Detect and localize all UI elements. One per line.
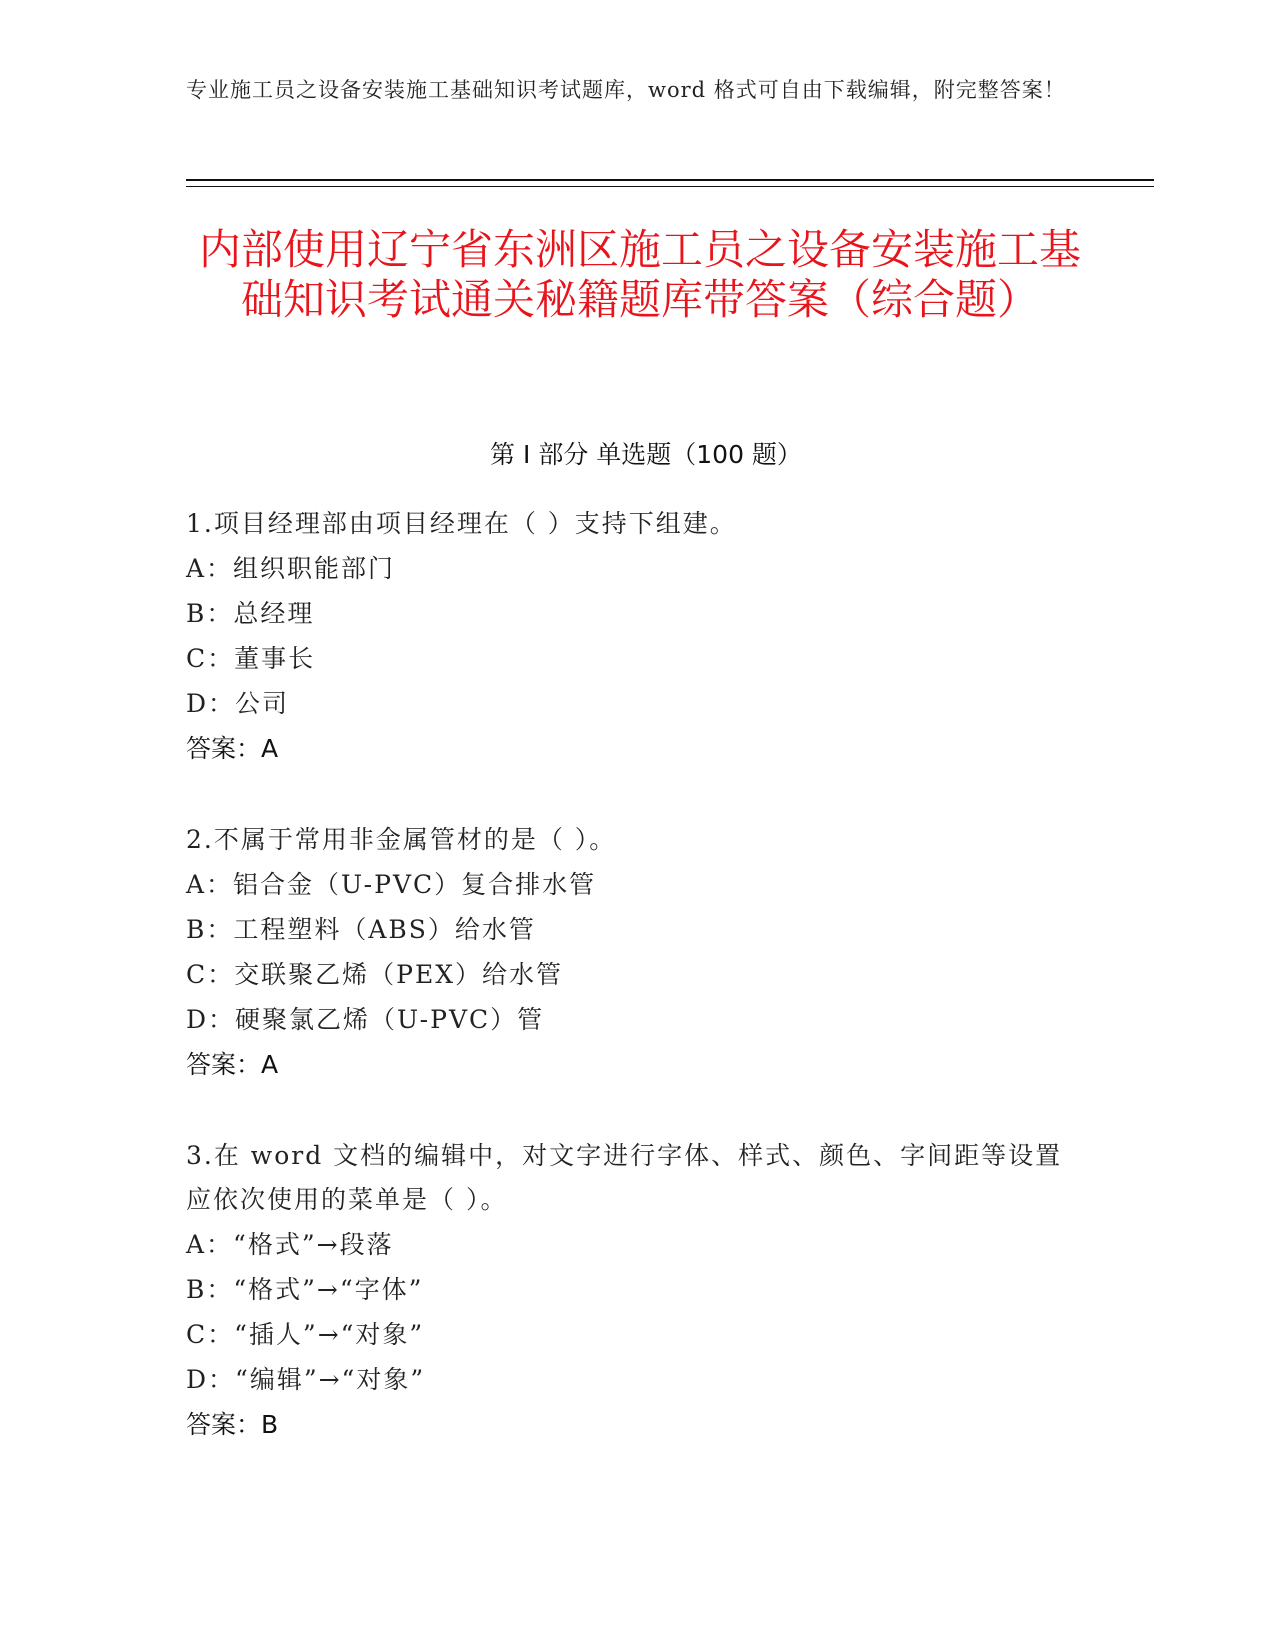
question-stem: 3.在 word 文档的编辑中，对文字进行字体、样式、颜色、字间距等设置应依次使用的菜单是（ ）。 [186, 1141, 1063, 1214]
question-answer: 答案：A [186, 734, 279, 763]
question-stem: 2.不属于常用非金属管材的是（ ）。 [186, 825, 617, 854]
question-stem: 1.项目经理部由项目经理在（ ）支持下组建。 [186, 509, 737, 538]
question-option-d: D：“编辑”→“对象” [186, 1365, 426, 1394]
header-divider-thin [186, 186, 1154, 187]
header-note: 专业施工员之设备安装施工基础知识考试题库，word 格式可自由下载编辑，附完整答案！ [186, 78, 1066, 102]
question-2 [186, 818, 1086, 1087]
question-option-c: C：交联聚乙烯（PEX）给水管 [186, 960, 563, 989]
question-option-d: D：公司 [186, 689, 290, 718]
question-option-b: B：“格式”→“字体” [186, 1275, 424, 1304]
question-option-a: A：组织职能部门 [186, 554, 396, 583]
section-heading: 第 I 部分 单选题（100 题） [490, 440, 802, 469]
question-answer: 答案：A [186, 1050, 279, 1079]
question-option-a: A：“格式”→段落 [186, 1230, 394, 1259]
question-option-b: B：工程塑料（ABS）给水管 [186, 915, 536, 944]
question-option-a: A：铝合金（U-PVC）复合排水管 [186, 870, 597, 899]
question-option-c: C：董事长 [186, 644, 316, 673]
header-divider-thick [186, 179, 1154, 181]
question-answer: 答案：B [186, 1410, 279, 1439]
document-title: 内部使用辽宁省东洲区施工员之设备安装施工基础知识考试通关秘籍题库带答案（综合题） [198, 225, 1081, 324]
question-3 [186, 1134, 1086, 1447]
question-option-d: D：硬聚氯乙烯（U-PVC）管 [186, 1005, 545, 1034]
question-1 [186, 502, 1086, 771]
question-option-b: B：总经理 [186, 599, 315, 628]
question-option-c: C：“插人”→“对象” [186, 1320, 425, 1349]
